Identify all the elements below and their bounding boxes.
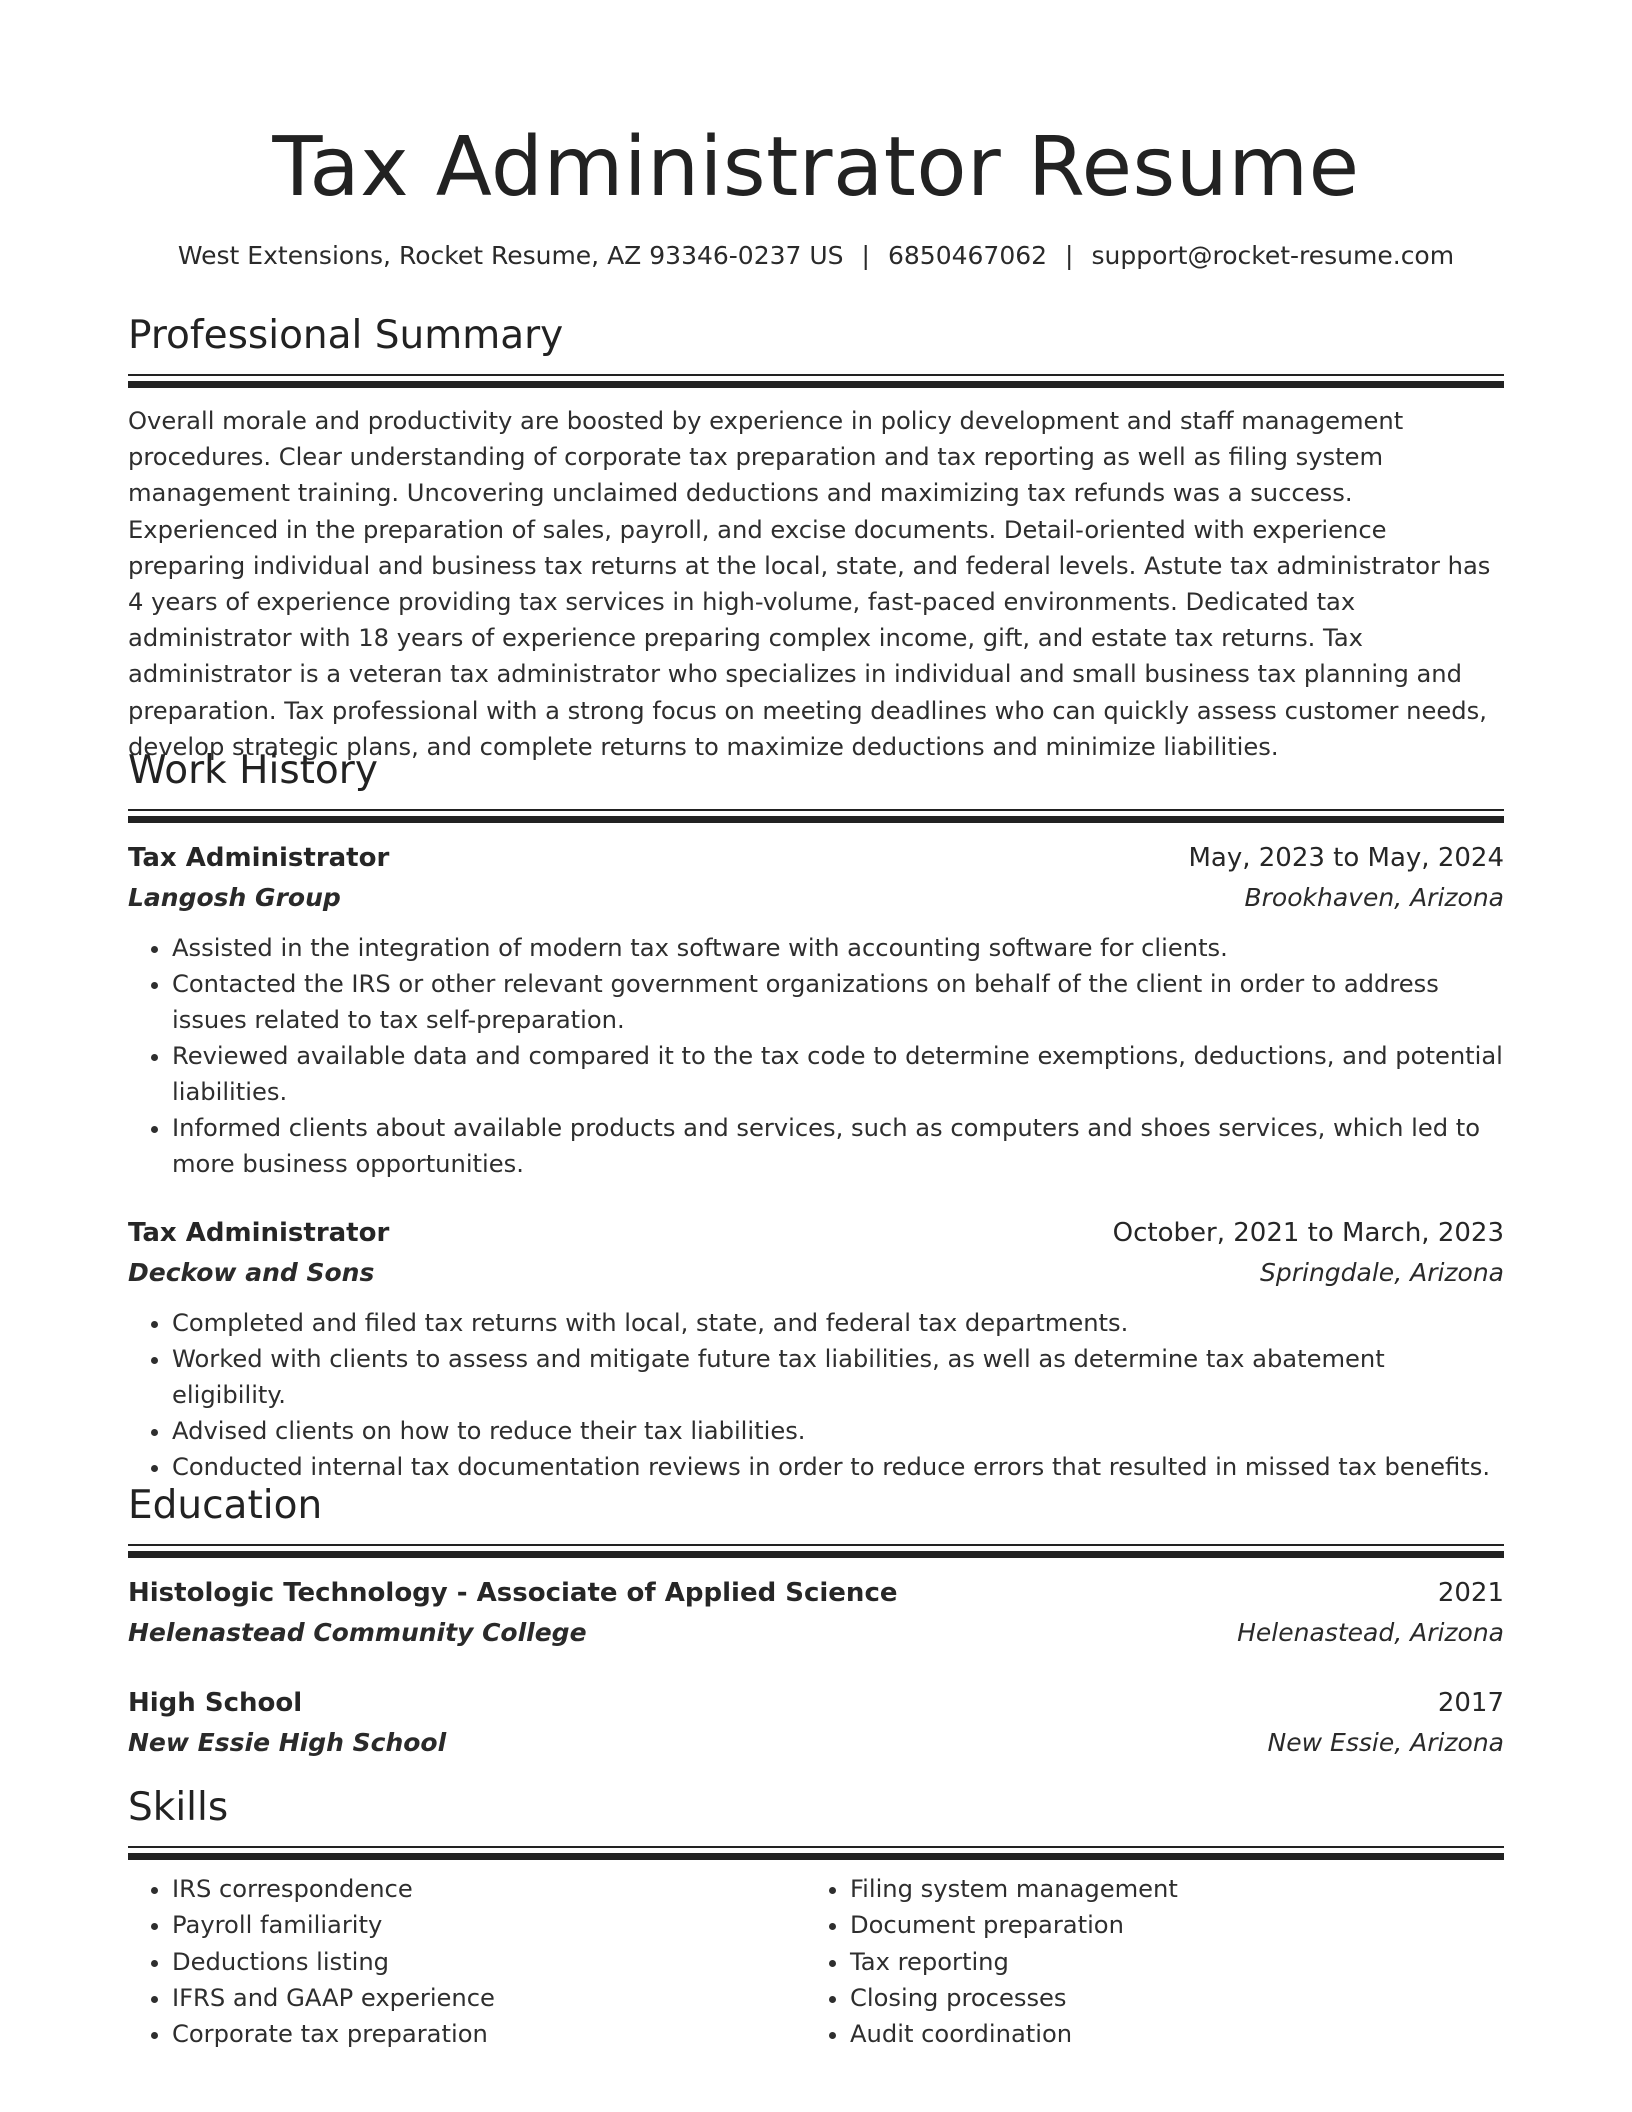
job-bullet: • Contacted the IRS or other relevant government organizations on behalf of the client in order to address issues related to tax self-preparation.: [172, 966, 1504, 1038]
work-history-section: [128, 745, 1504, 1485]
contact-address: West Extensions, Rocket Resume, AZ 93346-0237 US: [177, 241, 844, 270]
education-school: Helenastead Community College: [128, 1618, 587, 1647]
skill-item: • Corporate tax preparation: [172, 2016, 806, 2052]
education-year: 2021: [1437, 1578, 1504, 1608]
contact-email: support@rocket-resume.com: [1091, 241, 1455, 270]
contact-separator: |: [1065, 241, 1074, 270]
job-location: Brookhaven, Arizona: [1244, 883, 1504, 912]
skill-item: • Payroll familiarity: [172, 1907, 806, 1943]
job-bullet: • Informed clients about available products and services, such as computers and shoes services, which led to more business opportunities.: [172, 1110, 1504, 1182]
job-bullets: [128, 1305, 1504, 1485]
skill-item: • Tax reporting: [850, 1944, 1484, 1980]
education-location: New Essie, Arizona: [1267, 1728, 1504, 1757]
job-location: Springdale, Arizona: [1260, 1258, 1504, 1287]
job-bullet: • Assisted in the integration of modern tax software with accounting software for clients.: [172, 930, 1504, 966]
skill-item: • IFRS and GAAP experience: [172, 1980, 806, 2016]
job-company: Langosh Group: [128, 883, 341, 912]
summary-text: Overall morale and productivity are boosted by experience in policy development and staff management procedures. Clear understanding of corporate tax preparation and tax reporting as well as filing system management training. Uncovering unclaimed deductions and maximizing tax refunds was a success. Experienced in the preparation of sales, payroll, and excise documents. Detail-oriented with experience preparing individual and business tax returns at the local, state, and federal levels. Astute tax administrator has 4 years of experience providing tax services in high-volume, fast-paced environments. Dedicated tax administrator with 18 years of experience preparing complex income, gift, and estate tax returns. Tax administrator is a veteran tax administrator who specializes in individual and small business tax planning and preparation. Tax professional with a strong focus on meeting deadlines who can quickly assess customer needs, develop strategic plans, and complete returns to maximize deductions and minimize liabilities.: [128, 407, 1491, 761]
resume-title: Tax Administrator Resume: [272, 120, 1360, 215]
job-company: Deckow and Sons: [128, 1258, 375, 1287]
section-divider: [128, 809, 1504, 824]
section-title-skills: Skills: [128, 1785, 229, 1830]
job-entry: [128, 1213, 1504, 1485]
education-entry: [128, 1683, 1504, 1763]
education-entry: [128, 1573, 1504, 1653]
job-bullet: • Conducted internal tax documentation reviews in order to reduce errors that resulted in missed tax benefits.: [172, 1449, 1504, 1485]
job-bullet: • Completed and filed tax returns with local, state, and federal tax departments.: [172, 1305, 1504, 1341]
education-location: Helenastead, Arizona: [1237, 1618, 1504, 1647]
job-bullet: • Advised clients on how to reduce their tax liabilities.: [172, 1413, 1504, 1449]
job-title: Tax Administrator: [128, 1218, 390, 1248]
contact-separator: |: [861, 241, 870, 270]
education-year: 2017: [1437, 1688, 1504, 1718]
section-title-work-history: Work History: [128, 748, 378, 793]
job-dates: October, 2021 to March, 2023: [1112, 1218, 1504, 1248]
education-degree: Histologic Technology - Associate of Applied Science: [128, 1578, 898, 1608]
skill-item: • Document preparation: [850, 1907, 1484, 1943]
section-divider: [128, 374, 1504, 389]
skill-item: • Audit coordination: [850, 2016, 1484, 2052]
contact-line: [128, 238, 1504, 274]
section-title-summary: Professional Summary: [128, 313, 564, 358]
job-bullet: • Reviewed available data and compared it to the tax code to determine exemptions, deductions, and potential liabilities.: [172, 1038, 1504, 1110]
education-section: [128, 1480, 1504, 1763]
section-divider: [128, 1846, 1504, 1861]
skill-item: • Closing processes: [850, 1980, 1484, 2016]
job-dates: May, 2023 to May, 2024: [1188, 843, 1504, 873]
skill-item: • Filing system management: [850, 1871, 1484, 1907]
education-degree: High School: [128, 1688, 303, 1718]
education-school: New Essie High School: [128, 1728, 447, 1757]
skills-column-left: [128, 1871, 806, 2052]
section-divider: [128, 1544, 1504, 1559]
job-entry: [128, 838, 1504, 1182]
job-title: Tax Administrator: [128, 843, 390, 873]
job-bullets: [128, 930, 1504, 1182]
skill-item: • IRS correspondence: [172, 1871, 806, 1907]
skill-item: • Deductions listing: [172, 1944, 806, 1980]
summary-section: [128, 310, 1504, 765]
contact-phone: 6850467062: [887, 241, 1048, 270]
skills-grid: [128, 1871, 1504, 2052]
skills-column-right: [806, 1871, 1484, 2052]
skills-section: [128, 1782, 1504, 2052]
job-bullet: • Worked with clients to assess and mitigate future tax liabilities, as well as determine tax abatement eligibility.: [172, 1341, 1504, 1413]
section-title-education: Education: [128, 1483, 323, 1528]
